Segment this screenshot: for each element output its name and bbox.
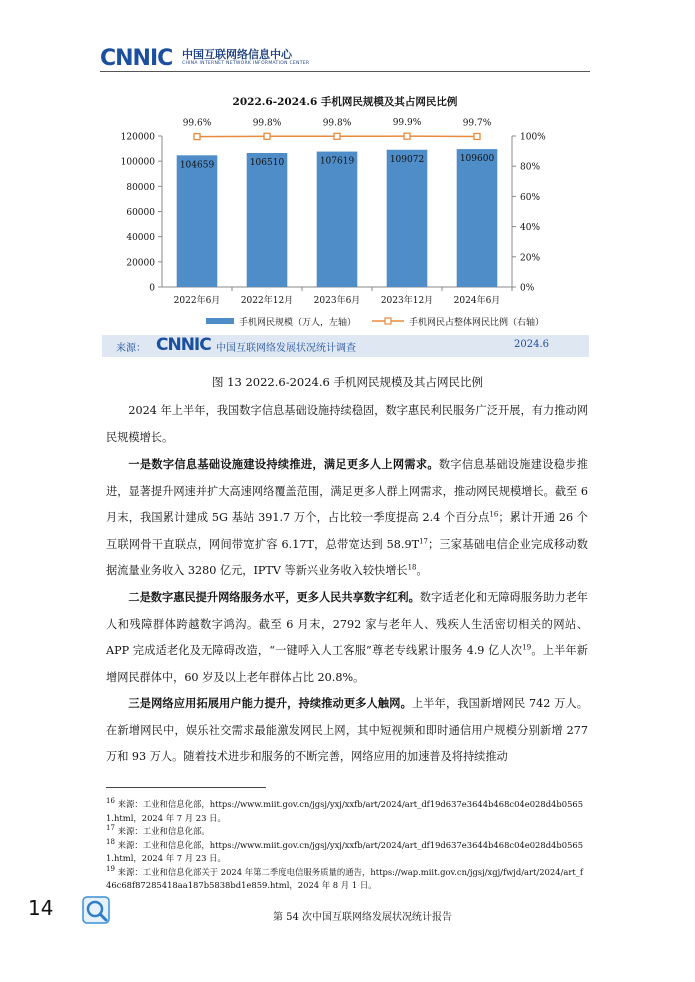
page-number: 14 [28, 896, 54, 920]
ratio-point [264, 133, 270, 139]
paragraph-heading: 一是数字信息基础设施建设持续推进，满足更多人上网需求。 [128, 457, 439, 471]
ratio-label: 99.8% [252, 118, 282, 129]
footnote-text: 来源：工业和信息化部。 [117, 826, 210, 836]
report-title-footer: 第 54 次中国互联网络发展状况统计报告 [272, 912, 453, 923]
paragraph-text: ；三家基础电信企业完成移动数据流量业务收入 3280 亿元，IPTV 等新兴业务收入较快增长 [106, 537, 588, 577]
footnote-number: 17 [106, 824, 115, 833]
bar-value-label: 104659 [179, 160, 215, 171]
y-right-tick-label: 40% [520, 223, 541, 234]
ratio-point [404, 133, 410, 139]
y-left-tick-label: 60000 [126, 208, 155, 218]
ratio-point [194, 134, 200, 140]
paragraph-infrastructure [106, 451, 588, 585]
footnote-rule [106, 787, 266, 788]
y-right-tick-label: 20% [520, 253, 541, 264]
header-org-name: 中国互联网络信息中心 [182, 48, 292, 61]
bar [177, 155, 218, 287]
paragraph-applications [106, 690, 588, 771]
source-logo: CNNIC [156, 335, 211, 355]
source-text: 中国互联网络发展状况统计调查 [216, 343, 356, 354]
bar-value-label: 107619 [319, 156, 355, 167]
y-right-tick-label: 60% [520, 192, 541, 203]
header-org-name-en: CHINA INTERNET NETWORK INFORMATION CENTER [182, 61, 310, 66]
y-right-tick-label: 0% [520, 283, 535, 294]
ratio-label: 99.9% [392, 118, 422, 129]
bar [247, 153, 288, 287]
ratio-label: 99.6% [182, 118, 212, 129]
header-rule [100, 71, 590, 72]
legend-line-marker [385, 318, 391, 324]
x-tick-label: 2022年12月 [240, 296, 294, 306]
footnote-text: 来源：工业和信息化部关于 2024 年第二季度电信服务质量的通告，https://wap.miit.gov.cn/jgsj/xgj/fwjd/art/2024/art_f46c68f87285418aa187b5838bd1e859.html，2024 年 8 月 1 日。 [106, 866, 584, 890]
x-tick-label: 2023年12月 [380, 296, 434, 306]
paragraph-text: 上半年，我国新增网民 742 万人。在新增网民中，娱乐社交需求最能激发网民上网，其中短视频和即时通信用户规模分别新增 277 万和 93 万人。随着技术进步和服务的不断完善，网络应用的加速普及将持续推动 [106, 697, 588, 763]
footnote-number: 18 [106, 837, 115, 846]
y-left-tick-label: 0 [149, 283, 155, 294]
y-left-tick-label: 40000 [126, 233, 155, 244]
footnote-item [106, 866, 588, 893]
footnotes [106, 798, 588, 893]
x-tick-label: 2024年6月 [453, 296, 501, 306]
figure-caption: 图 13 2022.6-2024.6 手机网民规模及其占网民比例 [212, 375, 483, 389]
y-left-tick-label: 120000 [120, 132, 155, 143]
bar-value-label: 109600 [459, 154, 495, 165]
ratio-label: 99.8% [322, 118, 352, 129]
footnote-number: 19 [106, 864, 115, 873]
bar [387, 150, 428, 287]
y-right-tick-label: 100% [520, 132, 546, 143]
y-left-tick-label: 80000 [126, 182, 155, 193]
footnote-ref: 19 [522, 643, 532, 652]
paragraph-text: 。上半年新增网民群体中，60 岁及以上老年群体占比 20.8%。 [106, 644, 588, 684]
footnote-ref: 17 [419, 536, 428, 545]
footnote-item [106, 825, 588, 839]
source-date: 2024.6 [514, 339, 549, 350]
paragraph-text: 。 [416, 564, 428, 577]
legend-bar-swatch [206, 318, 234, 324]
ratio-point [474, 133, 480, 139]
y-left-tick-label: 20000 [126, 258, 155, 269]
paragraph-heading: 二是数字惠民提升网络服务水平，更多人民共享数字红利。 [128, 590, 420, 604]
paragraph-intro: 2024 年上半年，我国数字信息基础设施持续稳固，数字惠民利民服务广泛开展，有力推动网民规模增长。 [106, 404, 588, 444]
chart-panel [102, 84, 589, 356]
bar-value-label: 106510 [249, 157, 285, 168]
bar [317, 152, 358, 287]
footnote-item [106, 839, 588, 866]
paragraph-heading: 三是网络应用拓展用户能力提升，持续推动更多人触网。 [128, 696, 412, 710]
footnote-item [106, 798, 588, 825]
source-label: 来源： [116, 343, 146, 354]
legend-bar-label: 手机网民规模（万人，左轴） [239, 318, 357, 328]
mobile-netizen-chart [102, 84, 589, 335]
cnnic-logo: CNNIC [100, 46, 173, 71]
ratio-point [334, 133, 340, 139]
chart-source-bar [102, 335, 589, 357]
paragraph-inclusion [106, 584, 588, 691]
footnote-number: 16 [106, 797, 115, 806]
footnote-text: 来源：工业和信息化部，https://www.miit.gov.cn/jgsj/yxj/xxfb/art/2024/art_df19d637e3644b468c04e028d4b05651.html，2024 年 7 月 23 日。 [106, 839, 584, 863]
footnote-ref: 16 [489, 510, 499, 519]
y-right-tick-label: 80% [520, 162, 541, 173]
page-header [100, 44, 590, 72]
bar-value-label: 109072 [389, 154, 425, 165]
bar [457, 149, 498, 287]
footnote-text: 来源：工业和信息化部，https://www.miit.gov.cn/jgsj/yxj/xxfb/art/2024/art_df19d637e3644b468c04e028d4b05651.html，2024 年 7 月 23 日。 [106, 799, 584, 823]
y-left-tick-label: 100000 [120, 157, 155, 168]
ratio-label: 99.7% [462, 118, 492, 129]
legend-line-label: 手机网民占整体网民比例（右轴） [409, 318, 545, 328]
x-tick-label: 2023年6月 [313, 296, 361, 306]
chart-title: 2022.6-2024.6 手机网民规模及其占网民比例 [232, 96, 458, 108]
paragraph-text: 数字适老化和无障碍服务助力老年人和残障群体跨越数字鸿沟。截至 6 月末，2792 家与老年人、残疾人生活密切相关的网站、APP 完成适老化及无障碍改造，“一键呼入人工客服”尊老专线累计服务 4.9 亿人次 [106, 591, 588, 657]
x-tick-label: 2022年6月 [173, 296, 221, 306]
paragraph-text: 数字信息基础设施建设稳步推进，显著提升网速并扩大高速网络覆盖范围，满足更多人群上网需求，推动网民规模增长。截至 6 月末，我国累计建成 5G 基站 391.7 万个，占比较一季度提高 2.4 个百分点 [106, 458, 588, 524]
paragraph-text: ；累计开通 26 个互联网骨干直联点，网间带宽扩容 6.17T，总带宽达到 58.9T [106, 511, 588, 551]
footnote-ref: 18 [407, 563, 417, 572]
